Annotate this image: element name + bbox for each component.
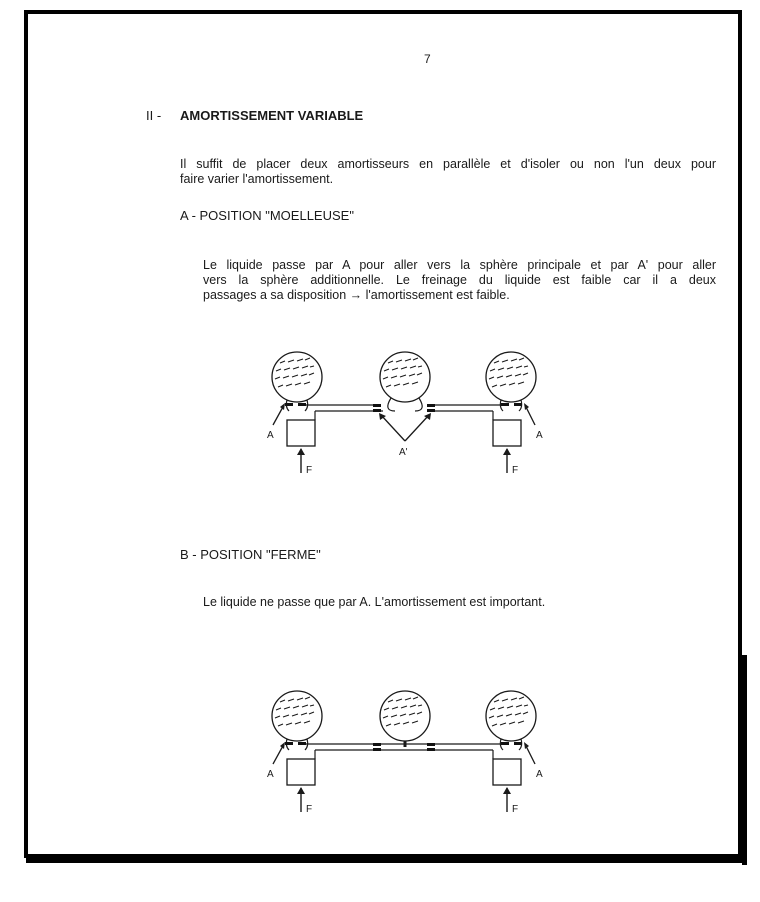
page-shadow-right bbox=[742, 655, 747, 865]
label-f-left: F bbox=[306, 804, 313, 815]
label-f-left: F bbox=[306, 465, 313, 476]
intro-line: faire varier l'amortissement. bbox=[180, 172, 334, 186]
position-b-heading: B - POSITION "FERME" bbox=[180, 547, 321, 562]
position-a-paragraph bbox=[203, 258, 716, 303]
section-title: AMORTISSEMENT VARIABLE bbox=[180, 108, 364, 123]
label-a-prime: A' bbox=[399, 447, 408, 458]
intro-line: Il suffit de placer deux amortisseurs en parallèle et d'isoler ou non l'un deux pour bbox=[180, 157, 716, 171]
label-f-right: F bbox=[512, 465, 519, 476]
intro-paragraph bbox=[180, 157, 716, 187]
page-number: 7 bbox=[424, 52, 431, 66]
figure-soft-position bbox=[255, 345, 555, 480]
page-shadow-bottom bbox=[26, 858, 747, 863]
position-a-line: Le liquide passe par A pour aller vers la sphère principale et par A' pour aller bbox=[203, 258, 716, 272]
position-b-text: Le liquide ne passe que par A. L'amortissement est important. bbox=[203, 595, 546, 609]
figure-firm-position bbox=[255, 684, 555, 819]
center-sphere bbox=[380, 352, 430, 402]
left-sphere bbox=[272, 691, 322, 741]
label-a-right: A bbox=[536, 769, 543, 780]
label-a-left: A bbox=[267, 430, 274, 441]
position-a-heading: A - POSITION "MOELLEUSE" bbox=[180, 208, 354, 223]
left-sphere bbox=[272, 352, 322, 402]
center-sphere bbox=[380, 691, 430, 741]
label-a-right: A bbox=[536, 430, 543, 441]
right-sphere bbox=[486, 352, 536, 402]
label-a-left: A bbox=[267, 769, 274, 780]
right-sphere bbox=[486, 691, 536, 741]
position-a-line: passages a sa disposition → l'amortissement est faible. bbox=[203, 288, 510, 302]
label-f-right: F bbox=[512, 804, 519, 815]
position-a-line: vers la sphère additionnelle. Le freinage du liquide est faible car il a deux bbox=[203, 273, 716, 287]
section-number: II - bbox=[146, 108, 162, 123]
